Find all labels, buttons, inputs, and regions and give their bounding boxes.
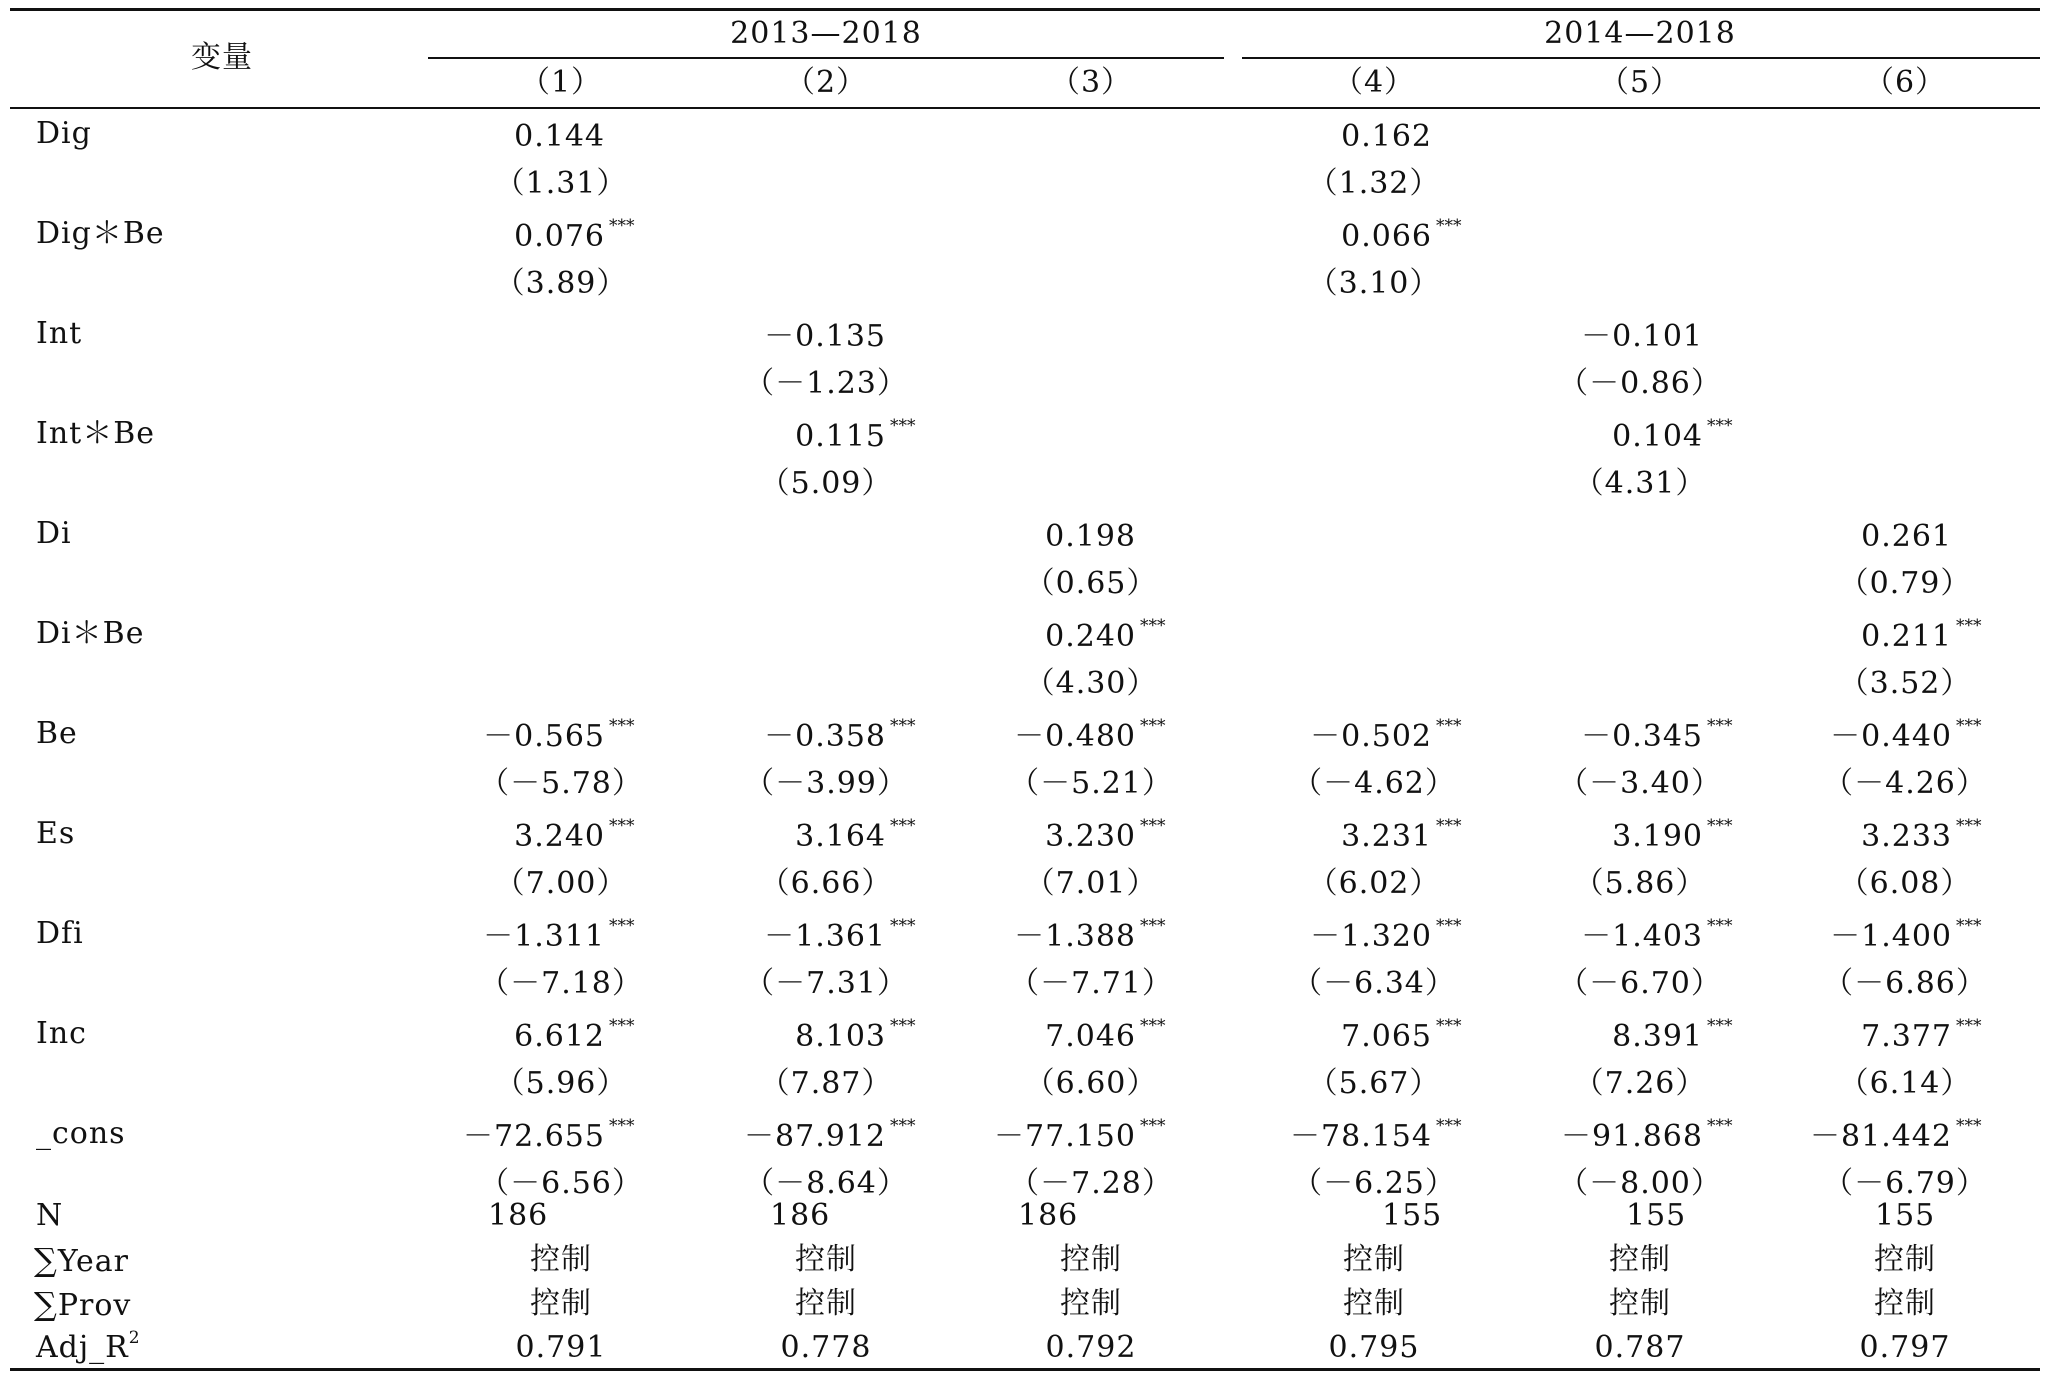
t-statistic: （6.60）	[1024, 1066, 1158, 1101]
column-header: （1）	[519, 65, 603, 100]
significance-stars: ***	[1436, 716, 1462, 736]
significance-stars: ***	[1140, 916, 1166, 936]
significance-stars: ***	[1140, 816, 1166, 836]
coefficient: 3.233	[1861, 819, 1952, 854]
adj-r2-value: 0.787	[1594, 1330, 1686, 1365]
t-statistic: （1.31）	[494, 166, 628, 201]
period-header: 2013—2018	[730, 16, 922, 51]
coefficient: 0.261	[1861, 519, 1952, 554]
row-label: Be	[36, 716, 78, 751]
control-indicator: 控制	[1060, 1286, 1122, 1321]
significance-stars: ***	[1436, 916, 1462, 936]
significance-stars: ***	[609, 816, 635, 836]
row-label-adj-r2: $Adj\_R^2$	[36, 1328, 141, 1365]
period-header: 2014—2018	[1544, 16, 1736, 51]
coefficient: 0.162	[1341, 119, 1432, 154]
coefficient: 0.076	[514, 219, 605, 254]
t-statistic: （－4.62）	[1292, 766, 1456, 801]
t-statistic: （－0.86）	[1558, 366, 1722, 401]
significance-stars: ***	[609, 1016, 635, 1036]
t-statistic: （－3.99）	[744, 766, 908, 801]
period-2-underline	[1242, 57, 2040, 59]
observation-count: 186	[1018, 1198, 1079, 1233]
row-label: Es	[36, 816, 76, 851]
significance-stars: ***	[1707, 716, 1733, 736]
observation-count: 186	[770, 1198, 831, 1233]
t-statistic: （7.00）	[494, 866, 628, 901]
significance-stars: ***	[890, 1116, 916, 1136]
t-statistic: （5.86）	[1573, 866, 1707, 901]
significance-stars: ***	[609, 716, 635, 736]
row-label-n: N	[36, 1198, 64, 1233]
significance-stars: ***	[1140, 1116, 1166, 1136]
coefficient: 0.198	[1045, 519, 1136, 554]
t-statistic: （－5.21）	[1009, 766, 1173, 801]
t-statistic: （0.79）	[1838, 566, 1972, 601]
t-statistic: （－6.25）	[1292, 1166, 1456, 1201]
coefficient: 8.103	[795, 1019, 886, 1054]
observation-count: 155	[1382, 1198, 1443, 1233]
coefficient: 0.115	[795, 419, 886, 454]
significance-stars: ***	[1707, 816, 1733, 836]
column-header: （2）	[784, 65, 868, 100]
significance-stars: ***	[1707, 916, 1733, 936]
significance-stars: ***	[1436, 816, 1462, 836]
coefficient: 3.231	[1341, 819, 1432, 854]
column-header: （4）	[1332, 65, 1416, 100]
coefficient: 0.104	[1612, 419, 1703, 454]
significance-stars: ***	[1436, 216, 1462, 236]
t-statistic: （5.96）	[494, 1066, 628, 1101]
coefficient: －77.150	[994, 1119, 1136, 1154]
significance-stars: ***	[1140, 616, 1166, 636]
coefficient: 3.230	[1045, 819, 1136, 854]
coefficient: －1.320	[1310, 919, 1432, 954]
t-statistic: （－1.23）	[744, 366, 908, 401]
significance-stars: ***	[1436, 1016, 1462, 1036]
significance-stars: ***	[1707, 1016, 1733, 1036]
top-rule	[10, 8, 2040, 11]
t-statistic: （－7.18）	[479, 966, 643, 1001]
coefficient: －0.440	[1830, 719, 1952, 754]
control-indicator: 控制	[1343, 1242, 1405, 1277]
row-label: Int＊Be	[36, 416, 156, 451]
significance-stars: ***	[1956, 616, 1982, 636]
coefficient: 3.240	[514, 819, 605, 854]
control-indicator: 控制	[1343, 1286, 1405, 1321]
coefficient: －1.400	[1830, 919, 1952, 954]
observation-count: 186	[488, 1198, 549, 1233]
coefficient: －1.361	[764, 919, 886, 954]
control-indicator: 控制	[530, 1242, 592, 1277]
t-statistic: （6.02）	[1307, 866, 1441, 901]
coefficient: －0.101	[1581, 319, 1703, 354]
coefficient: 3.190	[1612, 819, 1703, 854]
row-label: Inc	[36, 1016, 87, 1051]
variable-header: 变量	[191, 40, 253, 75]
coefficient: 0.211	[1861, 619, 1952, 654]
significance-stars: ***	[1956, 816, 1982, 836]
t-statistic: （－7.28）	[1009, 1166, 1173, 1201]
t-statistic: （6.08）	[1838, 866, 1972, 901]
t-statistic: （4.30）	[1024, 666, 1158, 701]
significance-stars: ***	[890, 716, 916, 736]
control-indicator: 控制	[1874, 1286, 1936, 1321]
sigma-symbol: ∑	[34, 1241, 58, 1279]
significance-stars: ***	[609, 216, 635, 236]
period-1-underline	[428, 57, 1224, 59]
t-statistic: （6.14）	[1838, 1066, 1972, 1101]
significance-stars: ***	[890, 916, 916, 936]
coefficient: 0.240	[1045, 619, 1136, 654]
t-statistic: （－8.00）	[1558, 1166, 1722, 1201]
t-statistic: （5.67）	[1307, 1066, 1441, 1101]
significance-stars: ***	[1956, 1016, 1982, 1036]
column-header: （6）	[1863, 65, 1947, 100]
row-label-prov: ∑Prov	[34, 1285, 132, 1323]
t-statistic: （－3.40）	[1558, 766, 1722, 801]
coefficient: －0.358	[764, 719, 886, 754]
adj-r2-value: 0.778	[780, 1330, 872, 1365]
row-label: Int	[36, 316, 83, 351]
coefficient: －1.388	[1014, 919, 1136, 954]
coefficient: －0.135	[764, 319, 886, 354]
significance-stars: ***	[1707, 416, 1733, 436]
significance-stars: ***	[1140, 716, 1166, 736]
coefficient: 3.164	[795, 819, 886, 854]
observation-count: 155	[1626, 1198, 1687, 1233]
significance-stars: ***	[1956, 916, 1982, 936]
coefficient: －0.345	[1581, 719, 1703, 754]
t-statistic: （3.52）	[1838, 666, 1972, 701]
control-indicator: 控制	[1874, 1242, 1936, 1277]
t-statistic: （6.66）	[759, 866, 893, 901]
t-statistic: （－5.78）	[479, 766, 643, 801]
t-statistic: （3.89）	[494, 266, 628, 301]
significance-stars: ***	[1956, 716, 1982, 736]
coefficient: －91.868	[1561, 1119, 1703, 1154]
row-label: Di＊Be	[36, 616, 145, 651]
coefficient: 6.612	[514, 1019, 605, 1054]
sigma-symbol: ∑	[34, 1285, 58, 1323]
coefficient: 7.046	[1045, 1019, 1136, 1054]
coefficient: －1.403	[1581, 919, 1703, 954]
adj-r2-value: 0.795	[1328, 1330, 1420, 1365]
t-statistic: （4.31）	[1573, 466, 1707, 501]
significance-stars: ***	[609, 1116, 635, 1136]
coefficient: －87.912	[744, 1119, 886, 1154]
coefficient: －81.442	[1810, 1119, 1952, 1154]
coefficient: 8.391	[1612, 1019, 1703, 1054]
control-indicator: 控制	[795, 1286, 857, 1321]
observation-count: 155	[1875, 1198, 1936, 1233]
control-indicator: 控制	[1060, 1242, 1122, 1277]
control-indicator: 控制	[530, 1286, 592, 1321]
t-statistic: （3.10）	[1307, 266, 1441, 301]
t-statistic: （7.26）	[1573, 1066, 1707, 1101]
coefficient: －0.480	[1014, 719, 1136, 754]
t-statistic: （7.87）	[759, 1066, 893, 1101]
t-statistic: （－6.79）	[1823, 1166, 1987, 1201]
bottom-rule	[10, 1368, 2040, 1371]
adj-r2-value: 0.791	[515, 1330, 607, 1365]
significance-stars: ***	[1436, 1116, 1462, 1136]
t-statistic: （7.01）	[1024, 866, 1158, 901]
t-statistic: （－6.86）	[1823, 966, 1987, 1001]
control-indicator: 控制	[1609, 1242, 1671, 1277]
significance-stars: ***	[1707, 1116, 1733, 1136]
row-label-year: ∑Year	[34, 1241, 130, 1279]
significance-stars: ***	[890, 1016, 916, 1036]
coefficient: 7.065	[1341, 1019, 1432, 1054]
t-statistic: （5.09）	[759, 466, 893, 501]
significance-stars: ***	[1956, 1116, 1982, 1136]
t-statistic: （－6.70）	[1558, 966, 1722, 1001]
coefficient: 0.144	[514, 119, 605, 154]
adj-r2-value: 0.797	[1859, 1330, 1951, 1365]
coefficient: －0.502	[1310, 719, 1432, 754]
t-statistic: （－4.26）	[1823, 766, 1987, 801]
t-statistic: （－7.71）	[1009, 966, 1173, 1001]
t-statistic: （－8.64）	[744, 1166, 908, 1201]
row-label: _cons	[36, 1116, 126, 1151]
coefficient: 7.377	[1861, 1019, 1952, 1054]
coefficient: 0.066	[1341, 219, 1432, 254]
control-indicator: 控制	[795, 1242, 857, 1277]
t-statistic: （－6.34）	[1292, 966, 1456, 1001]
column-header: （5）	[1598, 65, 1682, 100]
adj-r2-value: 0.792	[1045, 1330, 1137, 1365]
row-label: Dfi	[36, 916, 84, 951]
t-statistic: （－6.56）	[479, 1166, 643, 1201]
significance-stars: ***	[890, 816, 916, 836]
significance-stars: ***	[1140, 1016, 1166, 1036]
coefficient: －1.311	[483, 919, 605, 954]
row-label: Dig	[36, 116, 92, 151]
control-indicator: 控制	[1609, 1286, 1671, 1321]
column-header: （3）	[1049, 65, 1133, 100]
row-label: Di	[36, 516, 72, 551]
significance-stars: ***	[609, 916, 635, 936]
significance-stars: ***	[890, 416, 916, 436]
row-label: Dig＊Be	[36, 216, 165, 251]
coefficient: －78.154	[1290, 1119, 1432, 1154]
t-statistic: （－7.31）	[744, 966, 908, 1001]
header-bottom-rule	[10, 107, 2040, 109]
t-statistic: （1.32）	[1307, 166, 1441, 201]
coefficient: －72.655	[463, 1119, 605, 1154]
coefficient: －0.565	[483, 719, 605, 754]
t-statistic: （0.65）	[1024, 566, 1158, 601]
